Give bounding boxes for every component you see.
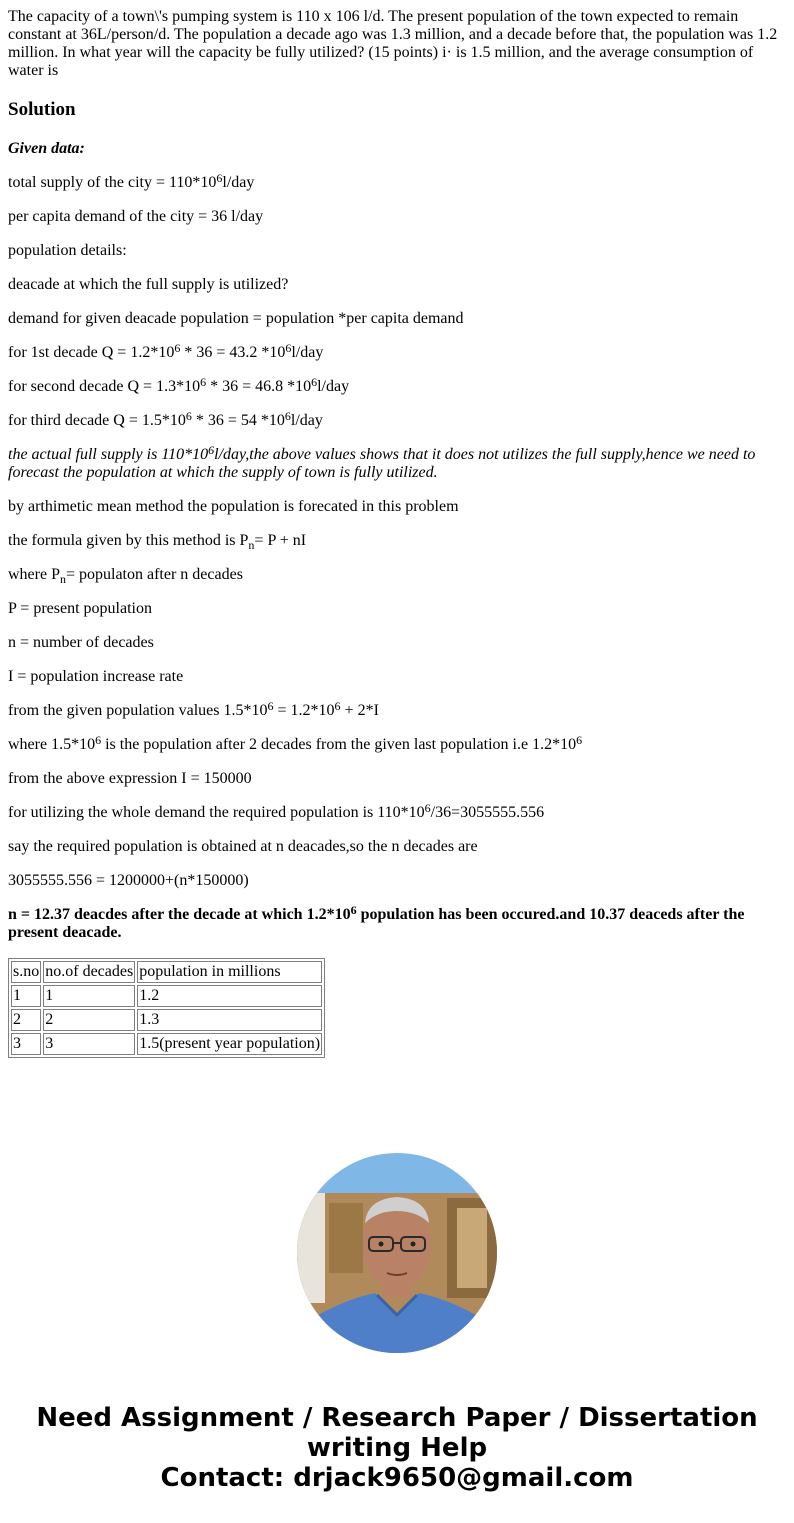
table-row [11,985,322,1007]
banner-contact-email: Contact: drjack9650@gmail.com [160,1463,634,1493]
where-pn-line: where $P_n=$ populaton after n decades [8,566,243,586]
table-cell: 3 [43,1033,135,1055]
decade2-demand-line: for second decade $Q = 1.3*10^6 * 36 = 46.8$ $*10^6l$/day [8,375,350,395]
formula-line: the formula given by this method is $P_n= P$ + nI [8,532,307,552]
decade1-demand-line: for 1st decade $Q = 1.2*10^6 * 36 = 43.2$ $*10^6l$/day [8,341,324,361]
n-definition: n = number of decades [8,634,154,651]
decade-question-line: deacade at which the full supply is utilized? [8,276,289,293]
population-details-line: population details: [8,242,127,259]
table-header-cell: population in millions [137,961,322,983]
increase-rate-result: from the above expression I = 150000 [8,770,252,787]
population-table [8,958,325,1058]
question-text: The capacity of a town\'s pumping system is 110 x 106 l/d. The present population of the town expected to remain constant at 36L/person/d. The population a decade ago was 1.3 million, and a decade before that, the population was 1.2 million. In what year will the capacity be fully utilized? (15 points) i· is 1.5 million, and the average consumption of water is [8,8,778,79]
required-population-line: for utilizing the whole demand the required population is $110*10^6/36=3055555.556$ [8,801,545,821]
table-header-cell: s.no [11,961,41,983]
supply-line: total supply of the city = $110*10^6l$/day [8,171,255,191]
decades-intro-line: say the required population is obtained at n deacades,so the n decades are [8,838,478,855]
table-cell: 1.2 [137,985,322,1007]
decades-equation: 3055555.556 = 1200000+(n*150000) [8,872,249,889]
banner-line-1: Need Assignment / Research Paper / Dissertation [36,1403,758,1433]
solution-heading: Solution [8,99,76,120]
given-heading: Given data: [8,140,85,157]
table-cell: 2 [11,1009,41,1031]
p-definition: P = present population [8,600,152,617]
given-values-equation: from the given population values $1.5*10^6 = 1.2*10^6 + 2*I$ [8,699,379,719]
promo-banner [0,1403,794,1493]
i-definition: I = population increase rate [8,668,184,685]
table-cell: 3 [11,1033,41,1055]
table-header-row [11,961,322,983]
author-portrait-image [297,1153,497,1353]
method-line: by arthimetic mean method the population is forecated in this problem [8,498,459,515]
author-avatar [297,1153,497,1353]
table-header-cell: no.of decades [43,961,135,983]
final-answer: n = 12.37 deacdes after the decade at which $1.2*10^6$ population has been occured.and 10.37 deaceds after the present deacade. [8,903,745,941]
table-cell: 1 [43,985,135,1007]
demand-formula-line: demand for given deacade population = population *per capita demand [8,310,464,327]
table-row [11,1033,322,1055]
banner-line-2: writing Help [306,1433,488,1463]
table-cell: 1.3 [137,1009,322,1031]
per-capita-line: per capita demand of the city = 36 l/day [8,208,264,225]
table-row [11,1009,322,1031]
table-cell: 2 [43,1009,135,1031]
decade3-demand-line: for third decade $Q = 1.5*10^6 * 36 = 54$ $*10^6l$/day [8,409,323,429]
table-cell: 1.5(present year population) [137,1033,322,1055]
table-cell: 1 [11,985,41,1007]
actual-supply-note: the actual full supply is $110*10^6l/day,the$ above values shows that it does not utilizes the full supply,hence we need to forecast the population at which the supply of town is fully utilized. [8,443,756,481]
where-explanation: where $1.5*10^6$ is the population after 2 decades from the given last population i.e $1.2*10^6$ [8,733,583,753]
